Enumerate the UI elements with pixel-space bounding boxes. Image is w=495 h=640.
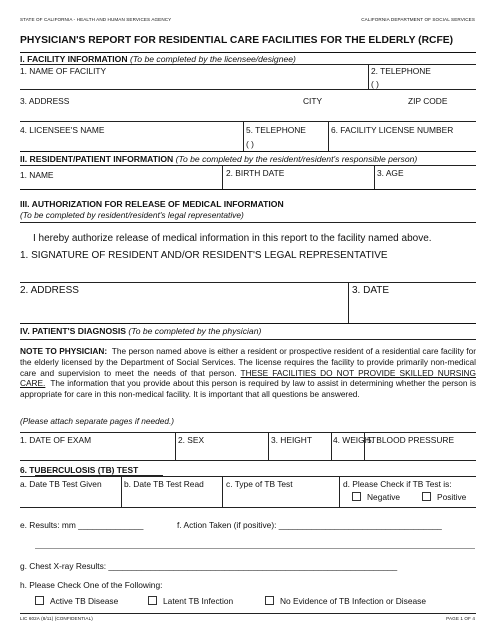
latent-tb-checkbox[interactable] [148,596,157,605]
negative-checkbox[interactable] [352,492,361,501]
active-tb-option[interactable] [35,596,118,606]
tb-type-label: c. Type of TB Test [226,479,293,489]
negative-label: Negative [367,492,401,502]
divider [20,189,476,190]
divider [339,476,340,507]
divider [268,432,269,460]
tb-date-read-label: b. Date TB Test Read [124,479,204,489]
active-tb-checkbox[interactable] [35,596,44,605]
form-title: PHYSICIAN'S REPORT FOR RESIDENTIAL CARE FACILITIES FOR THE ELDERLY (RCFE) [20,35,454,46]
divider [20,64,476,65]
divider [121,476,122,507]
telephone5-parens: ( ) [246,139,254,149]
divider [20,89,476,90]
form-id: LIC 602A (8/11) (CONFIDENTIAL) [20,616,93,621]
authorization-statement: I hereby authorize release of medical information in this report to the facility named above. [33,233,432,244]
positive-checkbox[interactable] [422,492,431,501]
age-label: 3. AGE [377,168,404,178]
signature-label: 1. SIGNATURE OF RESIDENT AND/OR RESIDENT'S LEGAL REPRESENTATIVE [20,250,388,261]
latent-tb-option[interactable] [148,596,233,606]
divider [243,121,244,151]
no-evidence-checkbox[interactable] [265,596,274,605]
no-evidence-label: No Evidence of TB Infection or Disease [280,596,427,606]
birth-date-label: 2. BIRTH DATE [226,168,285,178]
name-of-facility-label: 1. NAME OF FACILITY [20,66,107,76]
divider [331,432,332,460]
action-taken-label: f. Action Taken (if positive): ___________________________________ [177,520,442,530]
divider [20,613,476,614]
telephone-label: 2. TELEPHONE [371,66,431,76]
divider [222,165,223,189]
tb-check-label: d. Please Check if TB Test is: [343,479,452,489]
divider [20,507,476,508]
zip-label: ZIP CODE [408,96,448,106]
note-to-physician: NOTE TO PHYSICIAN: The person named above is either a resident or prospective resident of a residential care facility for the elderly licensed by the Department of Social Services. The license requires the facility to provide primarily non-medical care and supervision to meet the needs of that person. THESE FACILITIES DO NOT PROVIDE SKILLED NURSING CARE. The information that you provide about this person is required by law to assist in determining whether the person is appropriate for care in this non-medical facility. It is important that all questions be answered. [20,346,477,400]
chest-xray-label: g. Chest X-ray Results: ______________________________________________________________ [20,561,398,571]
divider [20,432,476,433]
divider [20,460,476,461]
no-evidence-option[interactable] [265,596,426,606]
divider [374,165,375,189]
height-label: 3. HEIGHT [271,435,312,445]
divider [20,222,476,223]
page-number: PAGE 1 OF 4 [446,616,475,621]
sex-label: 2. SEX [178,435,205,445]
section-4-heading: IV. PATIENT'S DIAGNOSIS (To be completed by the physician) [20,326,262,336]
tb-date-given-label: a. Date TB Test Given [20,479,102,489]
divider [20,339,476,340]
telephone-parens: ( ) [371,79,379,89]
city-label: CITY [303,96,323,106]
license-number-label: 6. FACILITY LICENSE NUMBER [331,125,454,135]
resident-address-label: 2. ADDRESS [20,285,79,296]
agency-right: CALIFORNIA DEPARTMENT OF SOCIAL SERVICES [361,17,475,22]
section-1-heading: I. FACILITY INFORMATION (To be completed by the licensee/designee) [20,54,296,64]
latent-tb-label: Latent TB Infection [163,596,234,606]
address-label: 3. ADDRESS [20,96,70,106]
date-of-exam-label: 1. DATE OF EXAM [20,435,92,445]
divider [222,476,223,507]
results-label: e. Results: mm ______________ [20,520,144,530]
negative-option[interactable] [352,492,400,502]
divider [20,165,476,166]
attach-pages-note: (Please attach separate pages if needed.) [20,416,175,426]
section-3-heading: III. AUTHORIZATION FOR RELEASE OF MEDICAL INFORMATION [20,199,284,209]
divider [20,121,476,122]
divider [20,476,476,477]
tb-heading: 6. TUBERCULOSIS (TB) TEST [20,465,139,475]
divider [175,432,176,460]
agency-left: STATE OF CALIFORNIA - HEALTH AND HUMAN SERVICES AGENCY [20,17,172,22]
divider [328,121,329,151]
positive-label: Positive [437,492,467,502]
telephone5-label: 5. TELEPHONE [246,125,306,135]
section-3-note: (To be completed by resident/resident's legal representative) [20,210,244,220]
positive-option[interactable] [422,492,466,502]
divider [20,282,476,283]
divider [20,151,476,152]
divider [364,432,365,460]
date-label: 3. DATE [352,285,390,296]
active-tb-label: Active TB Disease [50,596,119,606]
licensee-name-label: 4. LICENSEE'S NAME [20,125,105,135]
writing-line [35,548,475,549]
divider [20,323,476,324]
resident-name-label: 1. NAME [20,170,54,180]
divider [20,52,476,53]
section-2-heading: II. RESIDENT/PATIENT INFORMATION (To be completed by the resident/resident's responsible person) [20,154,418,164]
check-one-label: h. Please Check One of the Following: [20,580,163,590]
divider [368,64,369,89]
divider [348,282,349,323]
blood-pressure-label: 5. BLOOD PRESSURE [367,435,455,445]
weight-label: 4. WEIGHT [333,435,376,445]
